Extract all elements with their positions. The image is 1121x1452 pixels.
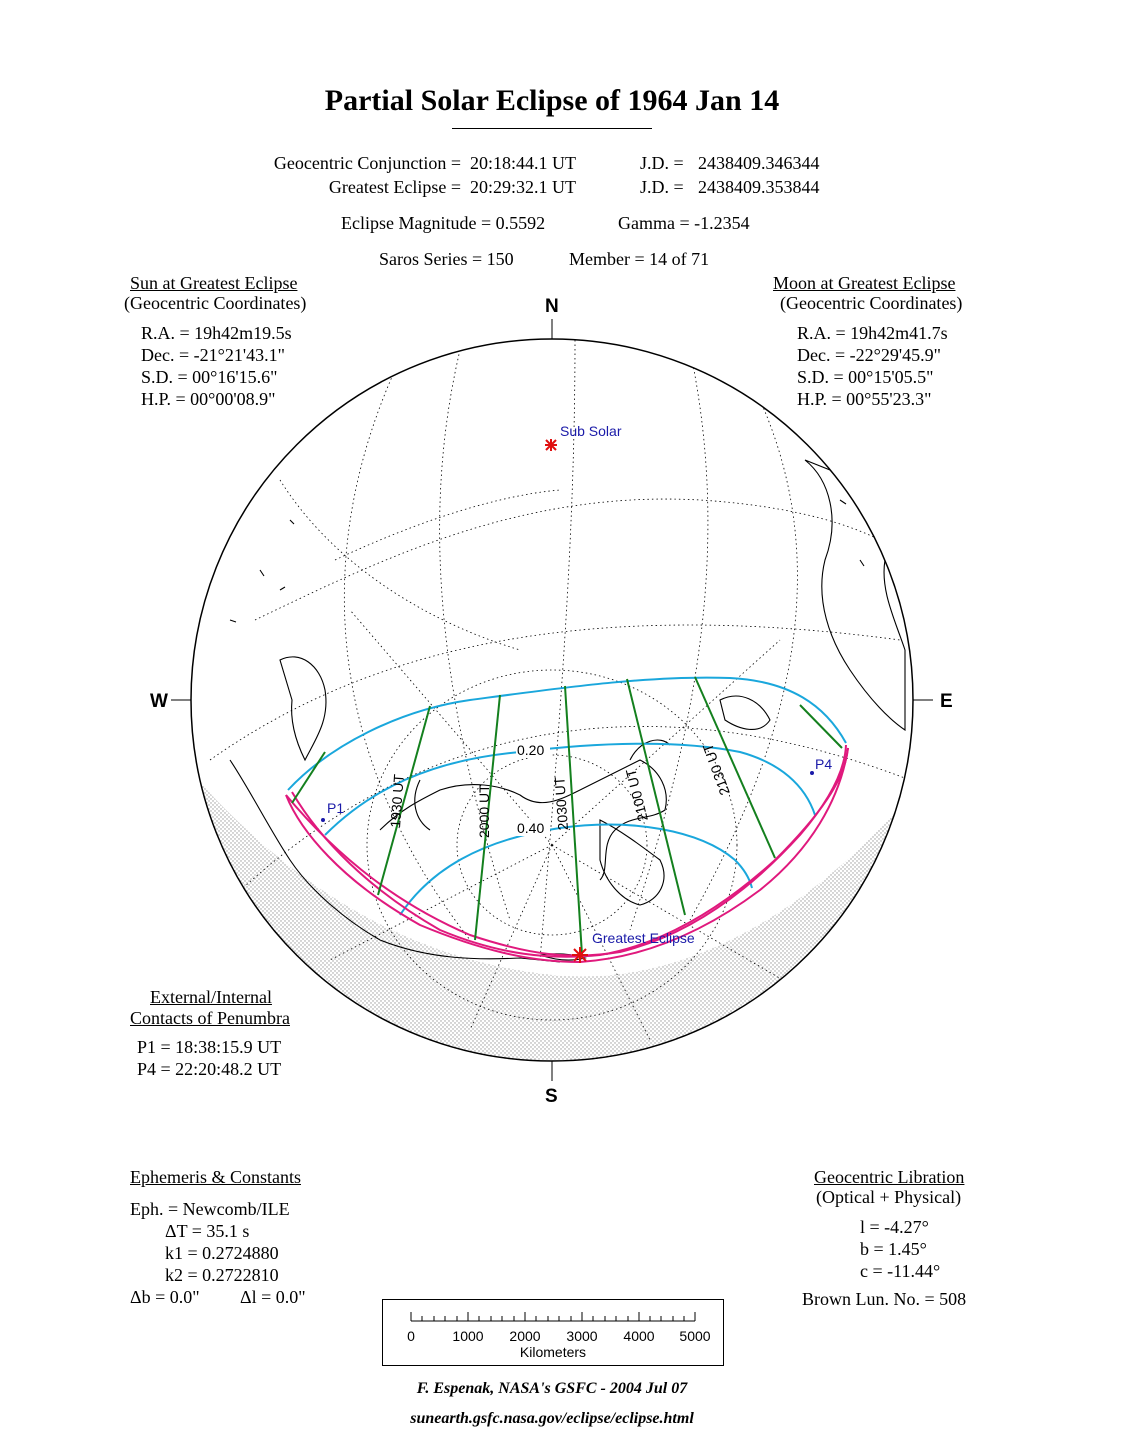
conjunction-jd: 2438409.346344	[698, 153, 820, 173]
moon-dec: Dec. = -22°29'45.9"	[797, 345, 941, 365]
p1-point	[321, 818, 325, 822]
distance-scale-bar	[382, 1299, 725, 1367]
eclipse-magnitude: Eclipse Magnitude = 0.5592	[341, 213, 546, 233]
time-label-2000: 2000 UT	[476, 784, 492, 838]
scale-tick-4000: 4000	[623, 1328, 655, 1344]
greatest-time: 20:29:32.1 UT	[470, 177, 576, 197]
compass-ticks	[171, 319, 933, 1081]
ephemeris-heading: Ephemeris & Constants	[130, 1167, 301, 1187]
ephemeris-k2: k2 = 0.2722810	[165, 1265, 279, 1285]
time-label-2100: 2100 UT	[622, 767, 651, 824]
conjunction-jd-label: J.D. =	[640, 153, 684, 173]
footer-credit: F. Espenak, NASA's GSFC - 2004 Jul 07	[416, 1380, 688, 1397]
compass-south: S	[545, 1086, 558, 1107]
mag-040-label: 0.40	[517, 820, 545, 836]
contact-p4: P4 = 22:20:48.2 UT	[137, 1059, 282, 1079]
ephemeris-delta-b: Δb = 0.0"	[130, 1287, 200, 1307]
greatest-jd: 2438409.353844	[698, 177, 820, 197]
compass-east: E	[940, 691, 953, 712]
brown-lunation-number: Brown Lun. No. = 508	[802, 1289, 967, 1309]
libration-subheading: (Optical + Physical)	[816, 1187, 962, 1207]
ephemeris-eph: Eph. = Newcomb/ILE	[130, 1199, 290, 1219]
saros-member: Member = 14 of 71	[569, 249, 710, 269]
scale-tick-5000: 5000	[679, 1328, 711, 1344]
gamma: Gamma = -1.2354	[618, 213, 750, 233]
page-title: Partial Solar Eclipse of 1964 Jan 14	[324, 84, 780, 117]
moon-ra: R.A. = 19h42m41.7s	[797, 323, 948, 343]
scale-unit: Kilometers	[519, 1344, 587, 1360]
libration-b: b = 1.45°	[860, 1239, 927, 1259]
greatest-jd-label: J.D. =	[640, 177, 684, 197]
contacts-heading-1: External/Internal	[150, 987, 272, 1007]
moon-subheading: (Geocentric Coordinates)	[780, 293, 963, 313]
time-line-1900	[292, 752, 325, 803]
saros-series: Saros Series = 150	[379, 249, 514, 269]
time-label-1930: 1930 UT	[387, 773, 407, 829]
p1-label: P1	[327, 800, 345, 816]
libration-heading: Geocentric Libration	[814, 1167, 965, 1187]
time-label-2130: 2130 UT	[699, 741, 733, 798]
mag-020-label: 0.20	[517, 742, 545, 758]
contacts-heading-2: Contacts of Penumbra	[130, 1008, 290, 1028]
footer-url[interactable]: sunearth.gsfc.nasa.gov/eclipse/eclipse.html	[410, 1410, 694, 1427]
scale-tick-3000: 3000	[566, 1328, 598, 1344]
sub-solar-marker	[545, 439, 557, 451]
ephemeris-delta-t: ΔT = 35.1 s	[165, 1221, 250, 1241]
sun-dec: Dec. = -21°21'43.1"	[141, 345, 285, 365]
moon-heading: Moon at Greatest Eclipse	[773, 273, 956, 293]
libration-c: c = -11.44°	[860, 1261, 941, 1281]
libration-l: l = -4.27°	[860, 1217, 929, 1237]
moon-sd: S.D. = 00°15'05.5"	[797, 367, 934, 387]
contact-p1: P1 = 18:38:15.9 UT	[137, 1037, 282, 1057]
ephemeris-delta-l: Δl = 0.0"	[240, 1287, 306, 1307]
scale-tick-0: 0	[407, 1328, 415, 1344]
scale-tick-1000: 1000	[452, 1328, 484, 1344]
greatest-label: Greatest Eclipse =	[328, 177, 461, 197]
sun-subheading: (Geocentric Coordinates)	[124, 293, 307, 313]
scale-tick-2000: 2000	[509, 1328, 541, 1344]
sun-ra: R.A. = 19h42m19.5s	[141, 323, 292, 343]
compass-north: N	[545, 296, 559, 317]
greatest-eclipse-label: Greatest Eclipse	[592, 930, 695, 946]
conjunction-label: Geocentric Conjunction =	[273, 153, 461, 173]
p4-label: P4	[815, 756, 833, 772]
ephemeris-k1: k1 = 0.2724880	[165, 1243, 279, 1263]
sun-hp: H.P. = 00°00'08.9"	[141, 389, 276, 409]
moon-hp: H.P. = 00°55'23.3"	[797, 389, 932, 409]
compass-west: W	[150, 691, 168, 712]
conjunction-time: 20:18:44.1 UT	[470, 153, 576, 173]
time-label-2030: 2030 UT	[551, 776, 571, 831]
p4-point	[810, 771, 814, 775]
sun-sd: S.D. = 00°16'15.6"	[141, 367, 278, 387]
greatest-eclipse-marker	[572, 947, 588, 963]
sun-heading: Sun at Greatest Eclipse	[130, 273, 298, 293]
sub-solar-label: Sub Solar	[560, 423, 622, 439]
magnitude-000-curve	[288, 678, 846, 790]
